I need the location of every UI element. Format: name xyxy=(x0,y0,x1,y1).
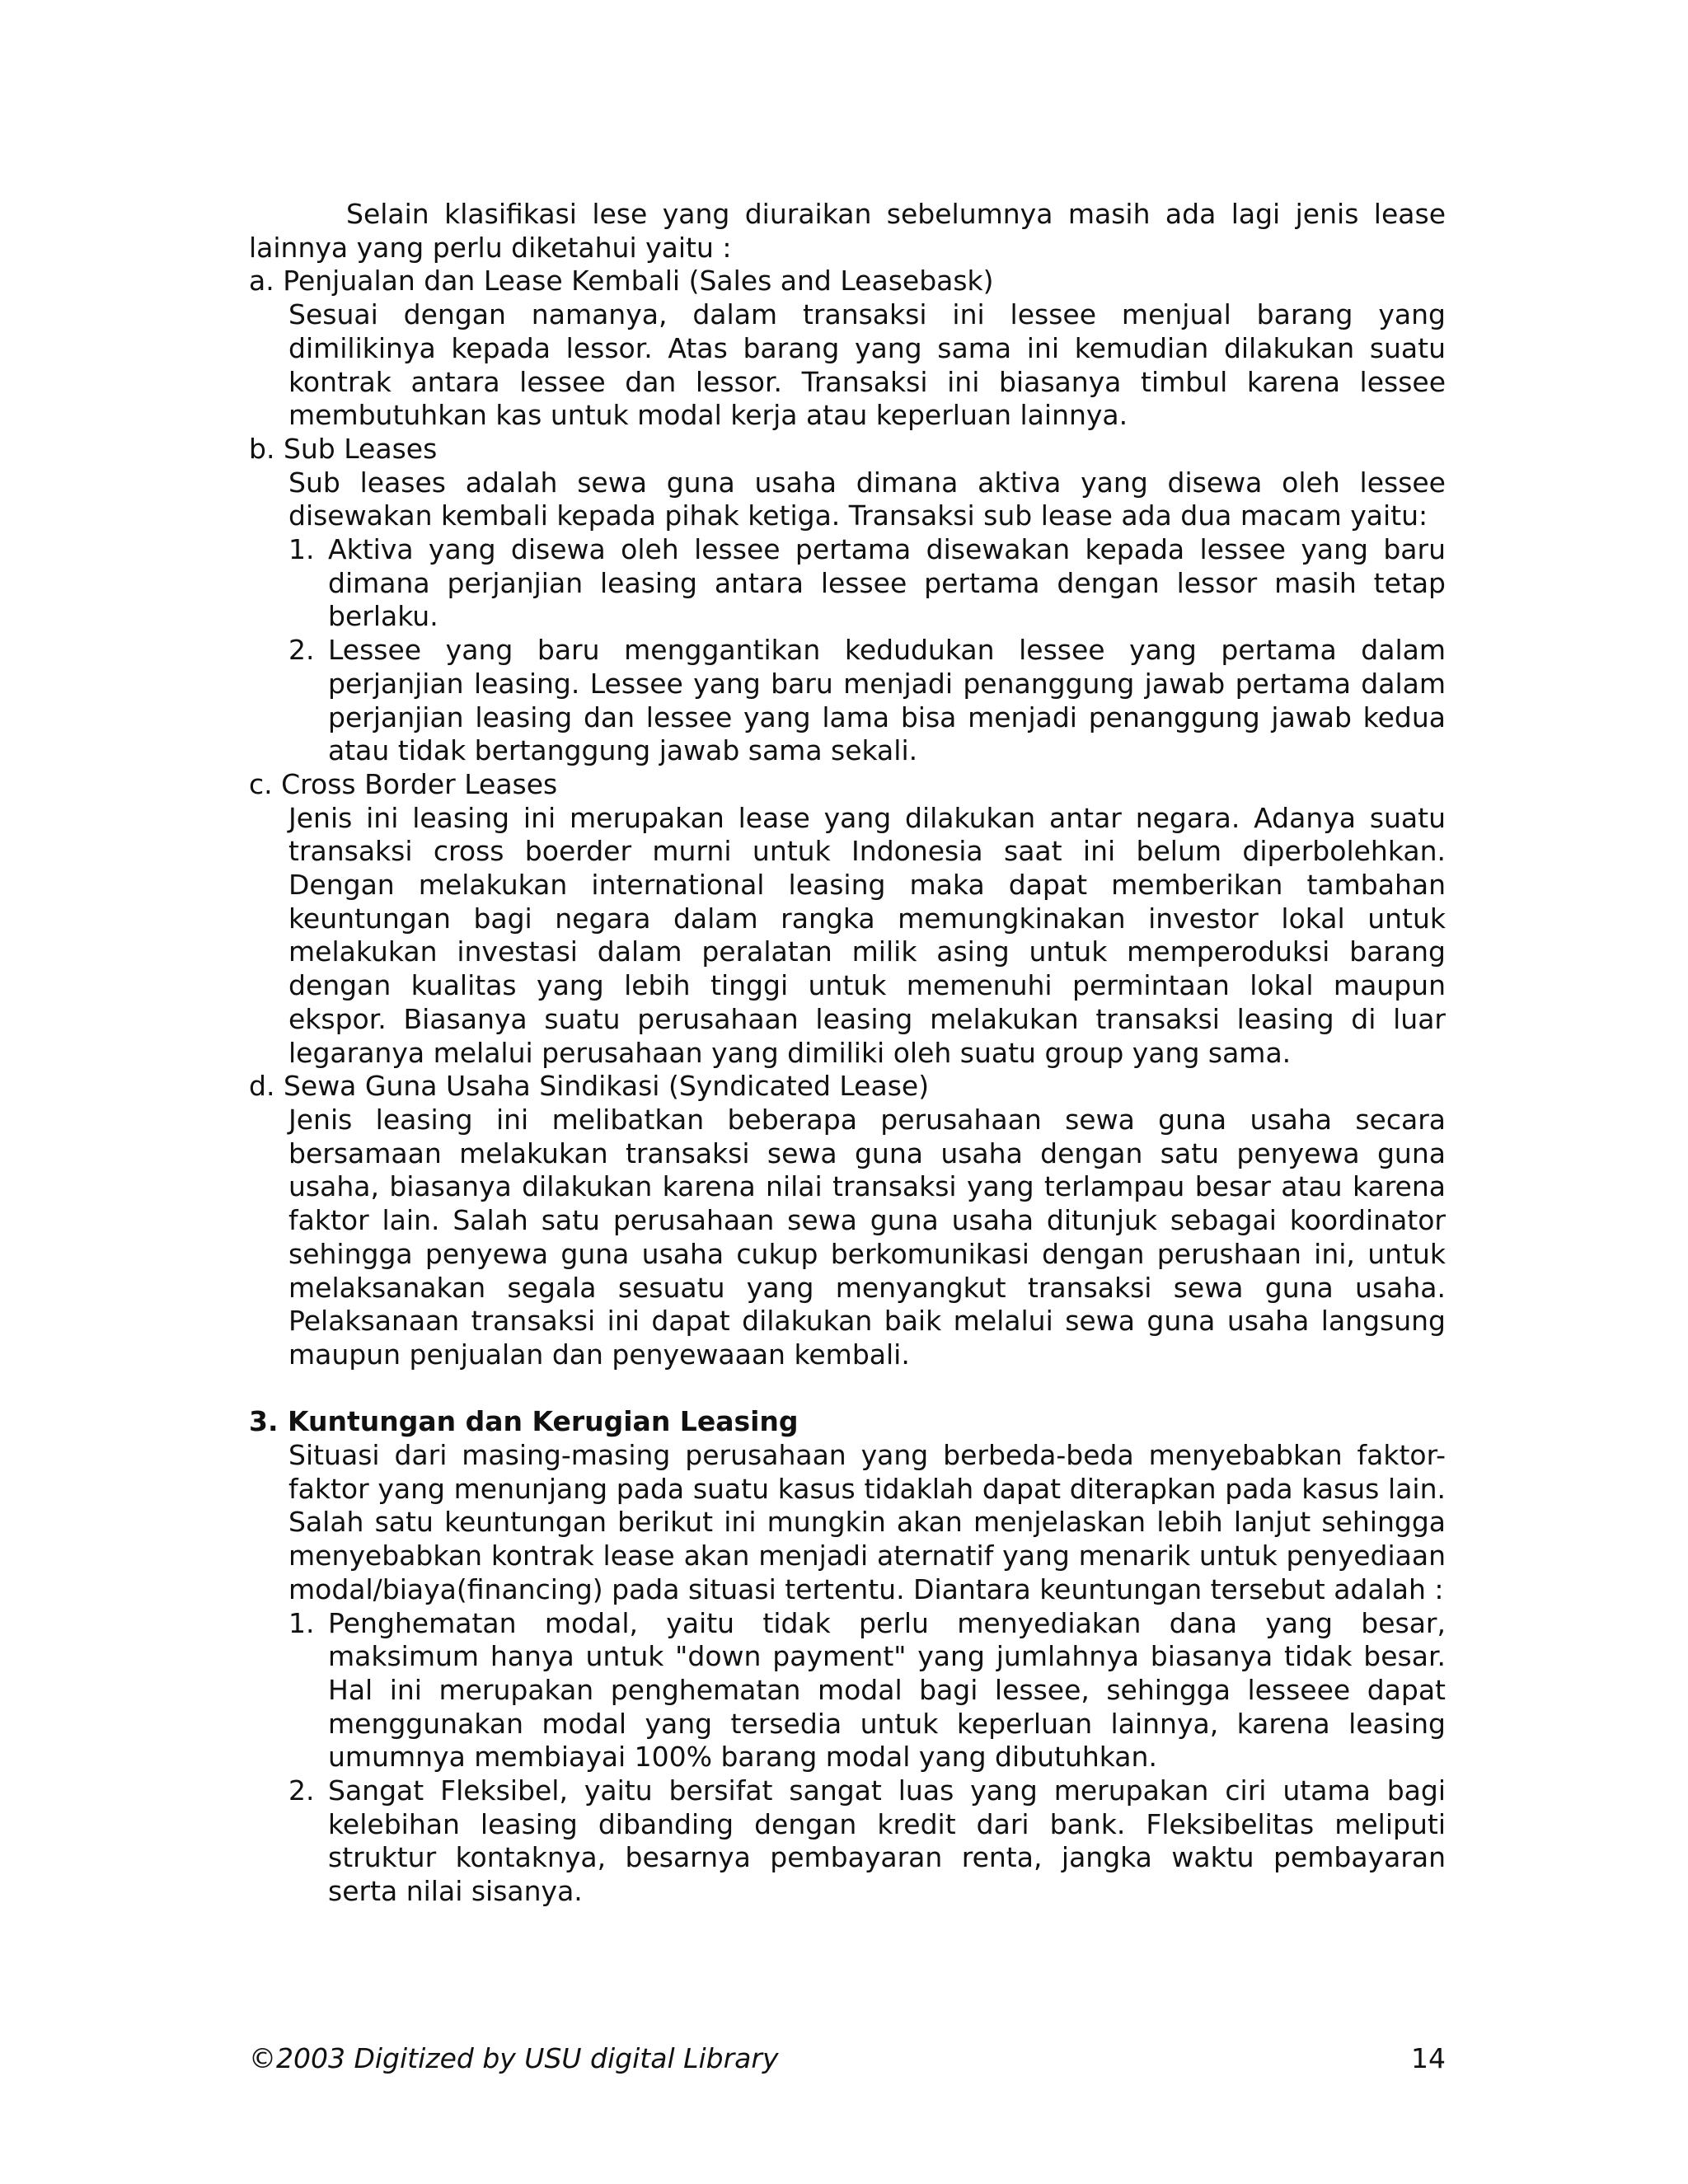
section-d-title: Sewa Guna Usaha Sindikasi (Syndicated Lease) xyxy=(283,1070,930,1103)
list-item-text: Aktiva yang disewa oleh lessee pertama disewakan kepada lessee yang baru dimana perjanjian leasing antara lessee pertama dengan lessor masih tetap berlaku. xyxy=(328,533,1446,633)
list-item-text: Lessee yang baru menggantikan kedudukan lessee yang pertama dalam perjanjian leasing. Lessee yang baru menjadi penanggung jawab pertama dalam perjanjian leasing dan lessee yang lama bisa menjadi penanggung jawab kedua atau tidak bertanggung jawab sama sekali. xyxy=(328,634,1446,767)
list-item-number: 1. xyxy=(288,533,315,566)
section-b-heading xyxy=(249,433,1446,466)
list-item xyxy=(288,1774,1446,1909)
section-3-heading: 3. Kuntungan dan Kerugian Leasing xyxy=(249,1405,799,1438)
list-item-text: Penghematan modal, yaitu tidak perlu menyediakan dana yang besar, maksimum hanya untuk "down payment" yang jumlahnya biasanya tidak besar. Hal ini merupakan penghematan modal bagi lessee, sehingga lesseee dapat menggunakan modal yang tersedia untuk keperluan lainnya, karena leasing umumnya membiayai 100% barang modal yang dibutuhkan. xyxy=(328,1606,1446,1774)
section-d-heading xyxy=(249,1070,1446,1104)
section-b xyxy=(249,433,1446,768)
section-b-title: Sub Leases xyxy=(283,432,438,465)
section-c-heading xyxy=(249,768,1446,802)
page-number: 14 xyxy=(1411,2042,1446,2074)
section-b-list xyxy=(288,533,1446,768)
section-c-label: c. xyxy=(249,767,273,800)
list-item xyxy=(288,533,1446,634)
section-a-title: Penjualan dan Lease Kembali (Sales and Leasebask) xyxy=(283,265,994,298)
section-3-list xyxy=(288,1607,1446,1909)
section-d-body: Jenis leasing ini melibatkan beberapa perusahaan sewa guna usaha secara bersamaan melakukan transaksi sewa guna usaha dengan satu penyewa guna usaha, biasanya dilakukan karena nilai transaksi yang terlampau besar atau karena faktor lain. Salah satu perusahaan sewa guna usaha ditunjuk sebagai koordinator sehingga penyewa guna usaha cukup berkomunikasi dengan perushaan ini, untuk melaksanakan segala sesuatu yang menyangkut transaksi sewa guna usaha. Pelaksanaan transaksi ini dapat dilakukan baik melalui sewa guna usaha langsung maupun penjualan dan penyewaaan kembali. xyxy=(288,1103,1446,1371)
section-d-label: d. xyxy=(249,1070,275,1103)
section-b-label: b. xyxy=(249,432,275,465)
section-c-title: Cross Border Leases xyxy=(281,767,558,800)
intro-paragraph: Selain klasifikasi lese yang diuraikan sebelumnya masih ada lagi jenis lease lainnya yang perlu diketahui yaitu : xyxy=(249,198,1446,264)
section-b-body: Sub leases adalah sewa guna usaha dimana aktiva yang disewa oleh lessee disewakan kembali kepada pihak ketiga. Transaksi sub lease ada dua macam yaitu: xyxy=(288,466,1446,532)
document-page xyxy=(249,198,1446,1909)
section-c xyxy=(249,768,1446,1070)
list-item xyxy=(288,634,1446,768)
section-3 xyxy=(249,1405,1446,1909)
section-a-body: Sesuai dengan namanya, dalam transaksi ini lessee menjual barang yang dimilikinya kepada lessor. Atas barang yang sama ini kemudian dilakukan suatu kontrak antara lessee dan lessor. Transaksi ini biasanya timbul karena lessee membutuhkan kas untuk modal kerja atau keperluan lainnya. xyxy=(288,298,1446,432)
page-footer xyxy=(249,2042,1446,2075)
section-d xyxy=(249,1070,1446,1371)
list-item-text: Sangat Fleksibel, yaitu bersifat sangat luas yang merupakan ciri utama bagi kelebihan leasing dibanding dengan kredit dari bank. Fleksibelitas meliputi struktur kontaknya, besarnya pembayaran renta, jangka waktu pembayaran serta nilai sisanya. xyxy=(328,1774,1446,1908)
list-item-number: 2. xyxy=(288,634,315,667)
list-item xyxy=(288,1607,1446,1775)
footer-copyright: ©2003 Digitized by USU digital Library xyxy=(249,2042,779,2074)
list-item-number: 2. xyxy=(288,1774,315,1807)
list-item-number: 1. xyxy=(288,1606,315,1639)
section-a xyxy=(249,265,1446,433)
section-a-label: a. xyxy=(249,265,274,298)
section-c-body: Jenis ini leasing ini merupakan lease yang dilakukan antar negara. Adanya suatu transaksi cross boerder murni untuk Indonesia saat ini belum diperbolehkan. Dengan melakukan international leasing maka dapat memberikan tambahan keuntungan bagi negara dalam rangka memungkinakan investor lokal untuk melakukan investasi dalam peralatan milik asing untuk memperoduksi barang dengan kualitas yang lebih tinggi untuk memenuhi permintaan lokal maupun ekspor. Biasanya suatu perusahaan leasing melakukan transaksi leasing di luar legaranya melalui perusahaan yang dimiliki oleh suatu group yang sama. xyxy=(288,801,1446,1069)
section-a-heading xyxy=(249,265,1446,298)
section-3-body: Situasi dari masing-masing perusahaan yang berbeda-beda menyebabkan faktor-faktor yang menunjang pada suatu kasus tidaklah dapat diterapkan pada kasus lain. Salah satu keuntungan berikut ini mungkin akan menjelaskan lebih lanjut sehingga menyebabkan kontrak lease akan menjadi aternatif yang menarik untuk penyediaan modal/biaya(financing) pada situasi tertentu. Diantara keuntungan tersebut adalah : xyxy=(288,1439,1446,1605)
